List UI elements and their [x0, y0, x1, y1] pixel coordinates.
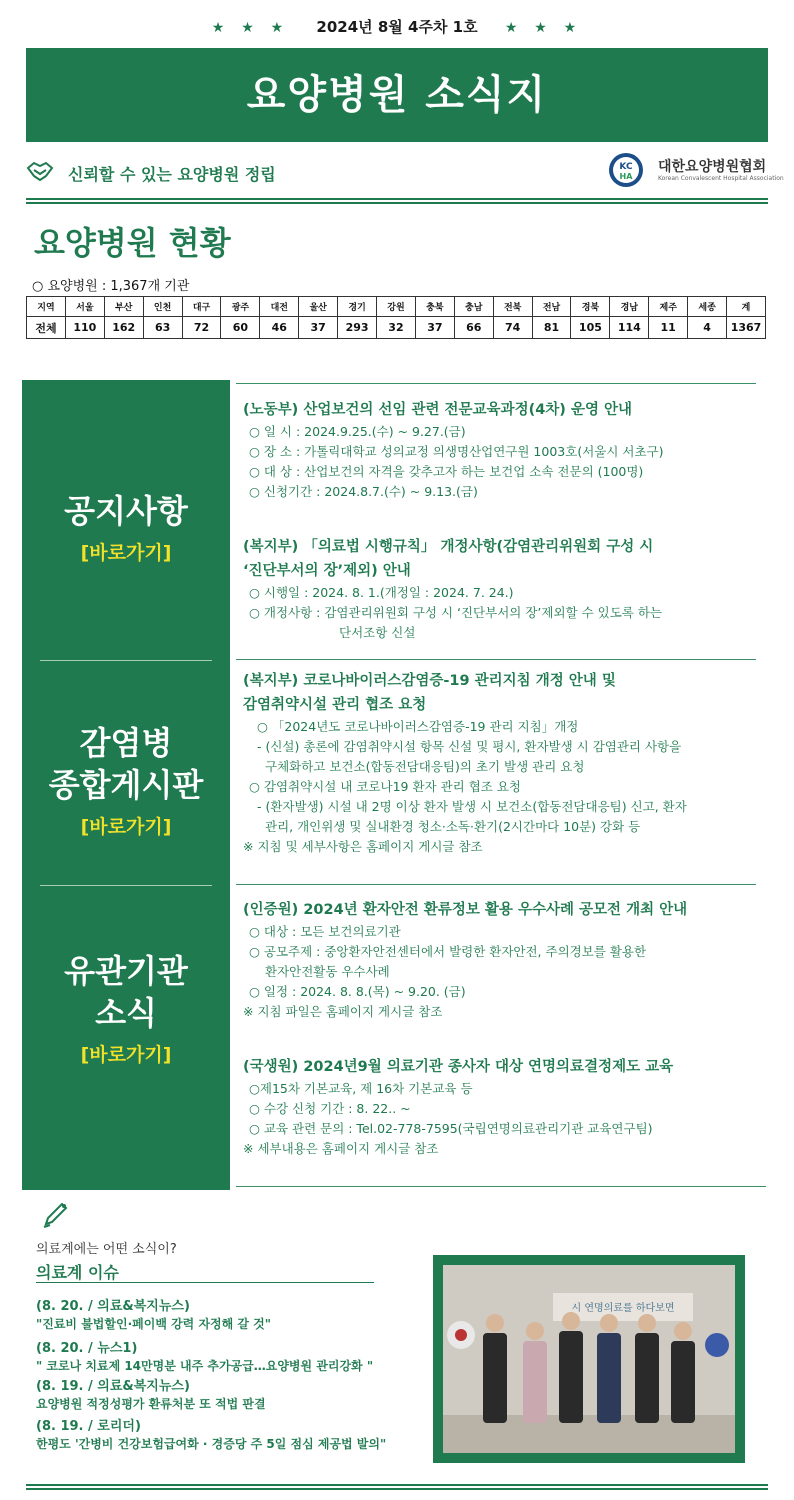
sidebar-agency[interactable] — [22, 950, 230, 1067]
table-cell: 전체 — [27, 317, 66, 339]
table-header-cell: 계 — [727, 297, 766, 317]
article-title[interactable]: (복지부) 「의료법 시행규칙」 개정사항(감염관리위원회 구성 시 — [243, 539, 654, 555]
news-title-underline — [36, 1282, 374, 1283]
table-header-cell: 제주 — [649, 297, 688, 317]
article-divider — [236, 659, 756, 660]
status-title: 요양병원 현황 — [34, 224, 231, 262]
notice-shortcut-link[interactable]: [바로가기] — [80, 542, 172, 564]
sidebar — [22, 380, 230, 1190]
news-date-source: (8. 20. / 뉴스1) — [36, 1341, 138, 1356]
article-line: - (신설) 총론에 감염취약시설 항목 신설 및 평시, 환자발생 시 감염관리 사항을 — [257, 739, 682, 754]
article-note: ※ 지침 파일은 홈페이지 게시글 참조 — [243, 1004, 443, 1019]
news-title: 의료계 이슈 — [36, 1263, 119, 1282]
svg-text:HA: HA — [619, 172, 633, 181]
kcha-logo-icon — [606, 152, 650, 188]
news-item[interactable] — [36, 1378, 436, 1413]
table-header-cell: 충북 — [415, 297, 454, 317]
issue-label: 2024년 8월 4주차 1호 — [316, 18, 478, 36]
footer-divider — [26, 1484, 768, 1490]
table-header-cell: 전북 — [493, 297, 532, 317]
article-line: ○ 시행일 : 2024. 8. 1.(개정일 : 2024. 7. 24.) — [249, 585, 514, 600]
group-photo-illustration — [443, 1265, 735, 1453]
table-cell: 293 — [338, 317, 377, 339]
article-title-cont[interactable]: ‘진단부서의 장’제외) 안내 — [243, 563, 411, 579]
article-line: 단서조항 신설 — [339, 625, 416, 640]
article-divider — [236, 1186, 766, 1187]
issue-line — [0, 16, 794, 37]
news-date-source: (8. 19. / 로리더) — [36, 1419, 141, 1434]
regional-stats-table — [26, 296, 766, 339]
article-divider — [236, 383, 756, 384]
table-header-cell: 강원 — [377, 297, 416, 317]
news-headline[interactable]: 한평도 '간병비 건강보험급여화 · 경증당 주 5일 점심 제공법 발의" — [36, 1437, 387, 1451]
agency-article-2 — [243, 1055, 773, 1159]
table-cell: 32 — [377, 317, 416, 339]
article-line: ○ 공모주제 : 중앙환자안전센터에서 발령한 환자안전, 주의경보를 활용한 — [249, 944, 647, 959]
sidebar-divider — [40, 885, 212, 886]
org-name-en: Korean Convalescent Hospital Association — [658, 175, 784, 182]
table-cell: 66 — [454, 317, 493, 339]
agency-article-1 — [243, 898, 773, 1022]
table-header-cell: 울산 — [299, 297, 338, 317]
table-header-cell: 경기 — [338, 297, 377, 317]
table-header-cell: 세종 — [688, 297, 727, 317]
news-headline[interactable]: " 코로나 치료제 14만명분 내주 추가공급…요양병원 관리강화 " — [36, 1359, 374, 1373]
sidebar-infection-label-2: 종합게시판 — [48, 766, 204, 804]
table-cell: 11 — [649, 317, 688, 339]
news-headline[interactable]: 요양병원 적정성평가 환류처분 또 적법 판결 — [36, 1397, 266, 1411]
news-item[interactable] — [36, 1340, 436, 1375]
article-line: ○ 수강 신청 기간 : 8. 22.. ~ — [249, 1101, 411, 1116]
news-item[interactable] — [36, 1418, 436, 1453]
table-cell: 63 — [143, 317, 182, 339]
sidebar-infection-label-1: 감염병 — [79, 724, 173, 762]
table-header-cell: 부산 — [104, 297, 143, 317]
table-header-cell: 지역 — [27, 297, 66, 317]
article-line: ○ 장 소 : 가톨릭대학교 성의교정 의생명산업연구원 1003호(서울시 서초구) — [249, 444, 664, 459]
table-cell: 72 — [182, 317, 221, 339]
article-note: ※ 세부내용은 홈페이지 게시글 참조 — [243, 1141, 439, 1156]
article-line: ○ 대 상 : 산업보건의 자격을 갖추고자 하는 보건업 소속 전문의 (100명) — [249, 464, 644, 479]
table-header-cell: 전남 — [532, 297, 571, 317]
sidebar-notice-label: 공지사항 — [64, 492, 188, 530]
article-title[interactable]: (국생원) 2024년9월 의료기관 종사자 대상 연명의료결정제도 교육 — [243, 1059, 674, 1075]
article-line: ○ 대상 : 모든 보건의료기관 — [249, 924, 401, 939]
table-header-cell: 서울 — [65, 297, 104, 317]
news-intro: 의료계에는 어떤 소식이? — [36, 1242, 177, 1257]
article-line: ○ 일정 : 2024. 8. 8.(목) ~ 9.20. (금) — [249, 984, 466, 999]
article-line: ○ 개정사항 : 감염관리위원회 구성 시 ‘진단부서의 장’제외할 수 있도록 하는 — [249, 605, 662, 620]
news-date-source: (8. 19. / 의료&복지뉴스) — [36, 1379, 190, 1394]
news-item[interactable] — [36, 1298, 436, 1333]
article-line: ○ 감염취약시설 내 코로나19 환자 관리 협조 요청 — [249, 779, 521, 794]
article-title[interactable]: (복지부) 코로나바이러스감염증-19 관리지침 개정 안내 및 — [243, 673, 616, 689]
table-cell: 60 — [221, 317, 260, 339]
org-name: 대한요양병원협회 — [658, 159, 767, 175]
article-title[interactable]: (인증원) 2024년 환자안전 환류정보 활용 우수사례 공모전 개최 안내 — [243, 902, 688, 918]
table-cell: 110 — [65, 317, 104, 339]
article-title-cont[interactable]: 감염취약시설 관리 협조 요청 — [243, 697, 427, 713]
table-cell: 114 — [610, 317, 649, 339]
article-line: ○ 신청기간 : 2024.8.7.(수) ~ 9.13.(금) — [249, 484, 478, 499]
photo-caption: 시 연명의료를 하다보면 — [571, 1303, 675, 1314]
article-title[interactable]: (노동부) 산업보건의 선임 관련 전문교육과정(4차) 운영 안내 — [243, 402, 633, 418]
article-line: - (환자발생) 시설 내 2명 이상 환자 발생 시 보건소(합동전담대응팀) 신고, 환자 — [257, 799, 687, 814]
table-header-cell: 대구 — [182, 297, 221, 317]
pen-icon — [40, 1200, 70, 1230]
article-line: 구체화하고 보건소(합동전담대응팀)의 초기 발생 관리 요청 — [265, 759, 585, 774]
hospital-count: ○ 요양병원 : 1,367개 기관 — [32, 279, 190, 294]
article-line: ○ 일 시 : 2024.9.25.(수) ~ 9.27.(금) — [249, 424, 466, 439]
infection-shortcut-link[interactable]: [바로가기] — [80, 816, 172, 838]
newsletter-banner: 요양병원 소식지 — [26, 48, 768, 142]
sidebar-notice[interactable] — [22, 490, 230, 565]
stars-left: ★ ★ ★ — [211, 20, 290, 36]
table-cell: 162 — [104, 317, 143, 339]
table-header-row — [27, 297, 766, 317]
table-header-cell: 대전 — [260, 297, 299, 317]
article-line: ○ 교육 관련 문의 : Tel.02-778-7595(국립연명의료관리기관 교육연구팀) — [249, 1121, 653, 1136]
table-cell: 46 — [260, 317, 299, 339]
stars-right: ★ ★ ★ — [504, 20, 583, 36]
notice-article-2 — [243, 535, 773, 643]
article-divider — [236, 884, 756, 885]
table-header-cell: 경북 — [571, 297, 610, 317]
table-cell: 4 — [688, 317, 727, 339]
photo-frame — [433, 1255, 745, 1463]
table-cell: 105 — [571, 317, 610, 339]
slogan: 신뢰할 수 있는 요양병원 정립 — [68, 165, 276, 184]
table-cell: 37 — [415, 317, 454, 339]
infection-article — [243, 669, 773, 857]
article-line: ○제15차 기본교육, 제 16차 기본교육 등 — [249, 1081, 473, 1096]
notice-article-1 — [243, 398, 773, 502]
article-line: 환자안전활동 우수사례 — [265, 964, 390, 979]
handshake-icon — [26, 160, 54, 182]
agency-shortcut-link[interactable]: [바로가기] — [80, 1044, 172, 1066]
svg-text:KC: KC — [619, 162, 633, 172]
sidebar-agency-label-2: 소식 — [95, 994, 157, 1032]
article-line: 관리, 개인위생 및 실내환경 청소·소독·환기(2시간마다 10분) 강화 등 — [265, 819, 641, 834]
divider — [26, 198, 768, 204]
sidebar-divider — [40, 660, 212, 661]
table-cell: 81 — [532, 317, 571, 339]
news-date-source: (8. 20. / 의료&복지뉴스) — [36, 1299, 190, 1314]
sidebar-infection[interactable] — [22, 722, 230, 839]
sidebar-agency-label-1: 유관기관 — [64, 952, 188, 990]
table-cell: 74 — [493, 317, 532, 339]
table-header-cell: 광주 — [221, 297, 260, 317]
table-header-cell: 충남 — [454, 297, 493, 317]
group-photo — [443, 1265, 735, 1453]
table-cell: 1367 — [727, 317, 766, 339]
table-header-cell: 경남 — [610, 297, 649, 317]
table-cell: 37 — [299, 317, 338, 339]
table-header-cell: 인천 — [143, 297, 182, 317]
table-row — [27, 317, 766, 339]
article-line: ○ 「2024년도 코로나바이러스감염증-19 관리 지침」개정 — [257, 719, 579, 734]
article-note: ※ 지침 및 세부사항은 홈페이지 게시글 참조 — [243, 839, 483, 854]
news-headline[interactable]: "진료비 불법할인·페이백 강력 자정해 갈 것" — [36, 1317, 272, 1331]
